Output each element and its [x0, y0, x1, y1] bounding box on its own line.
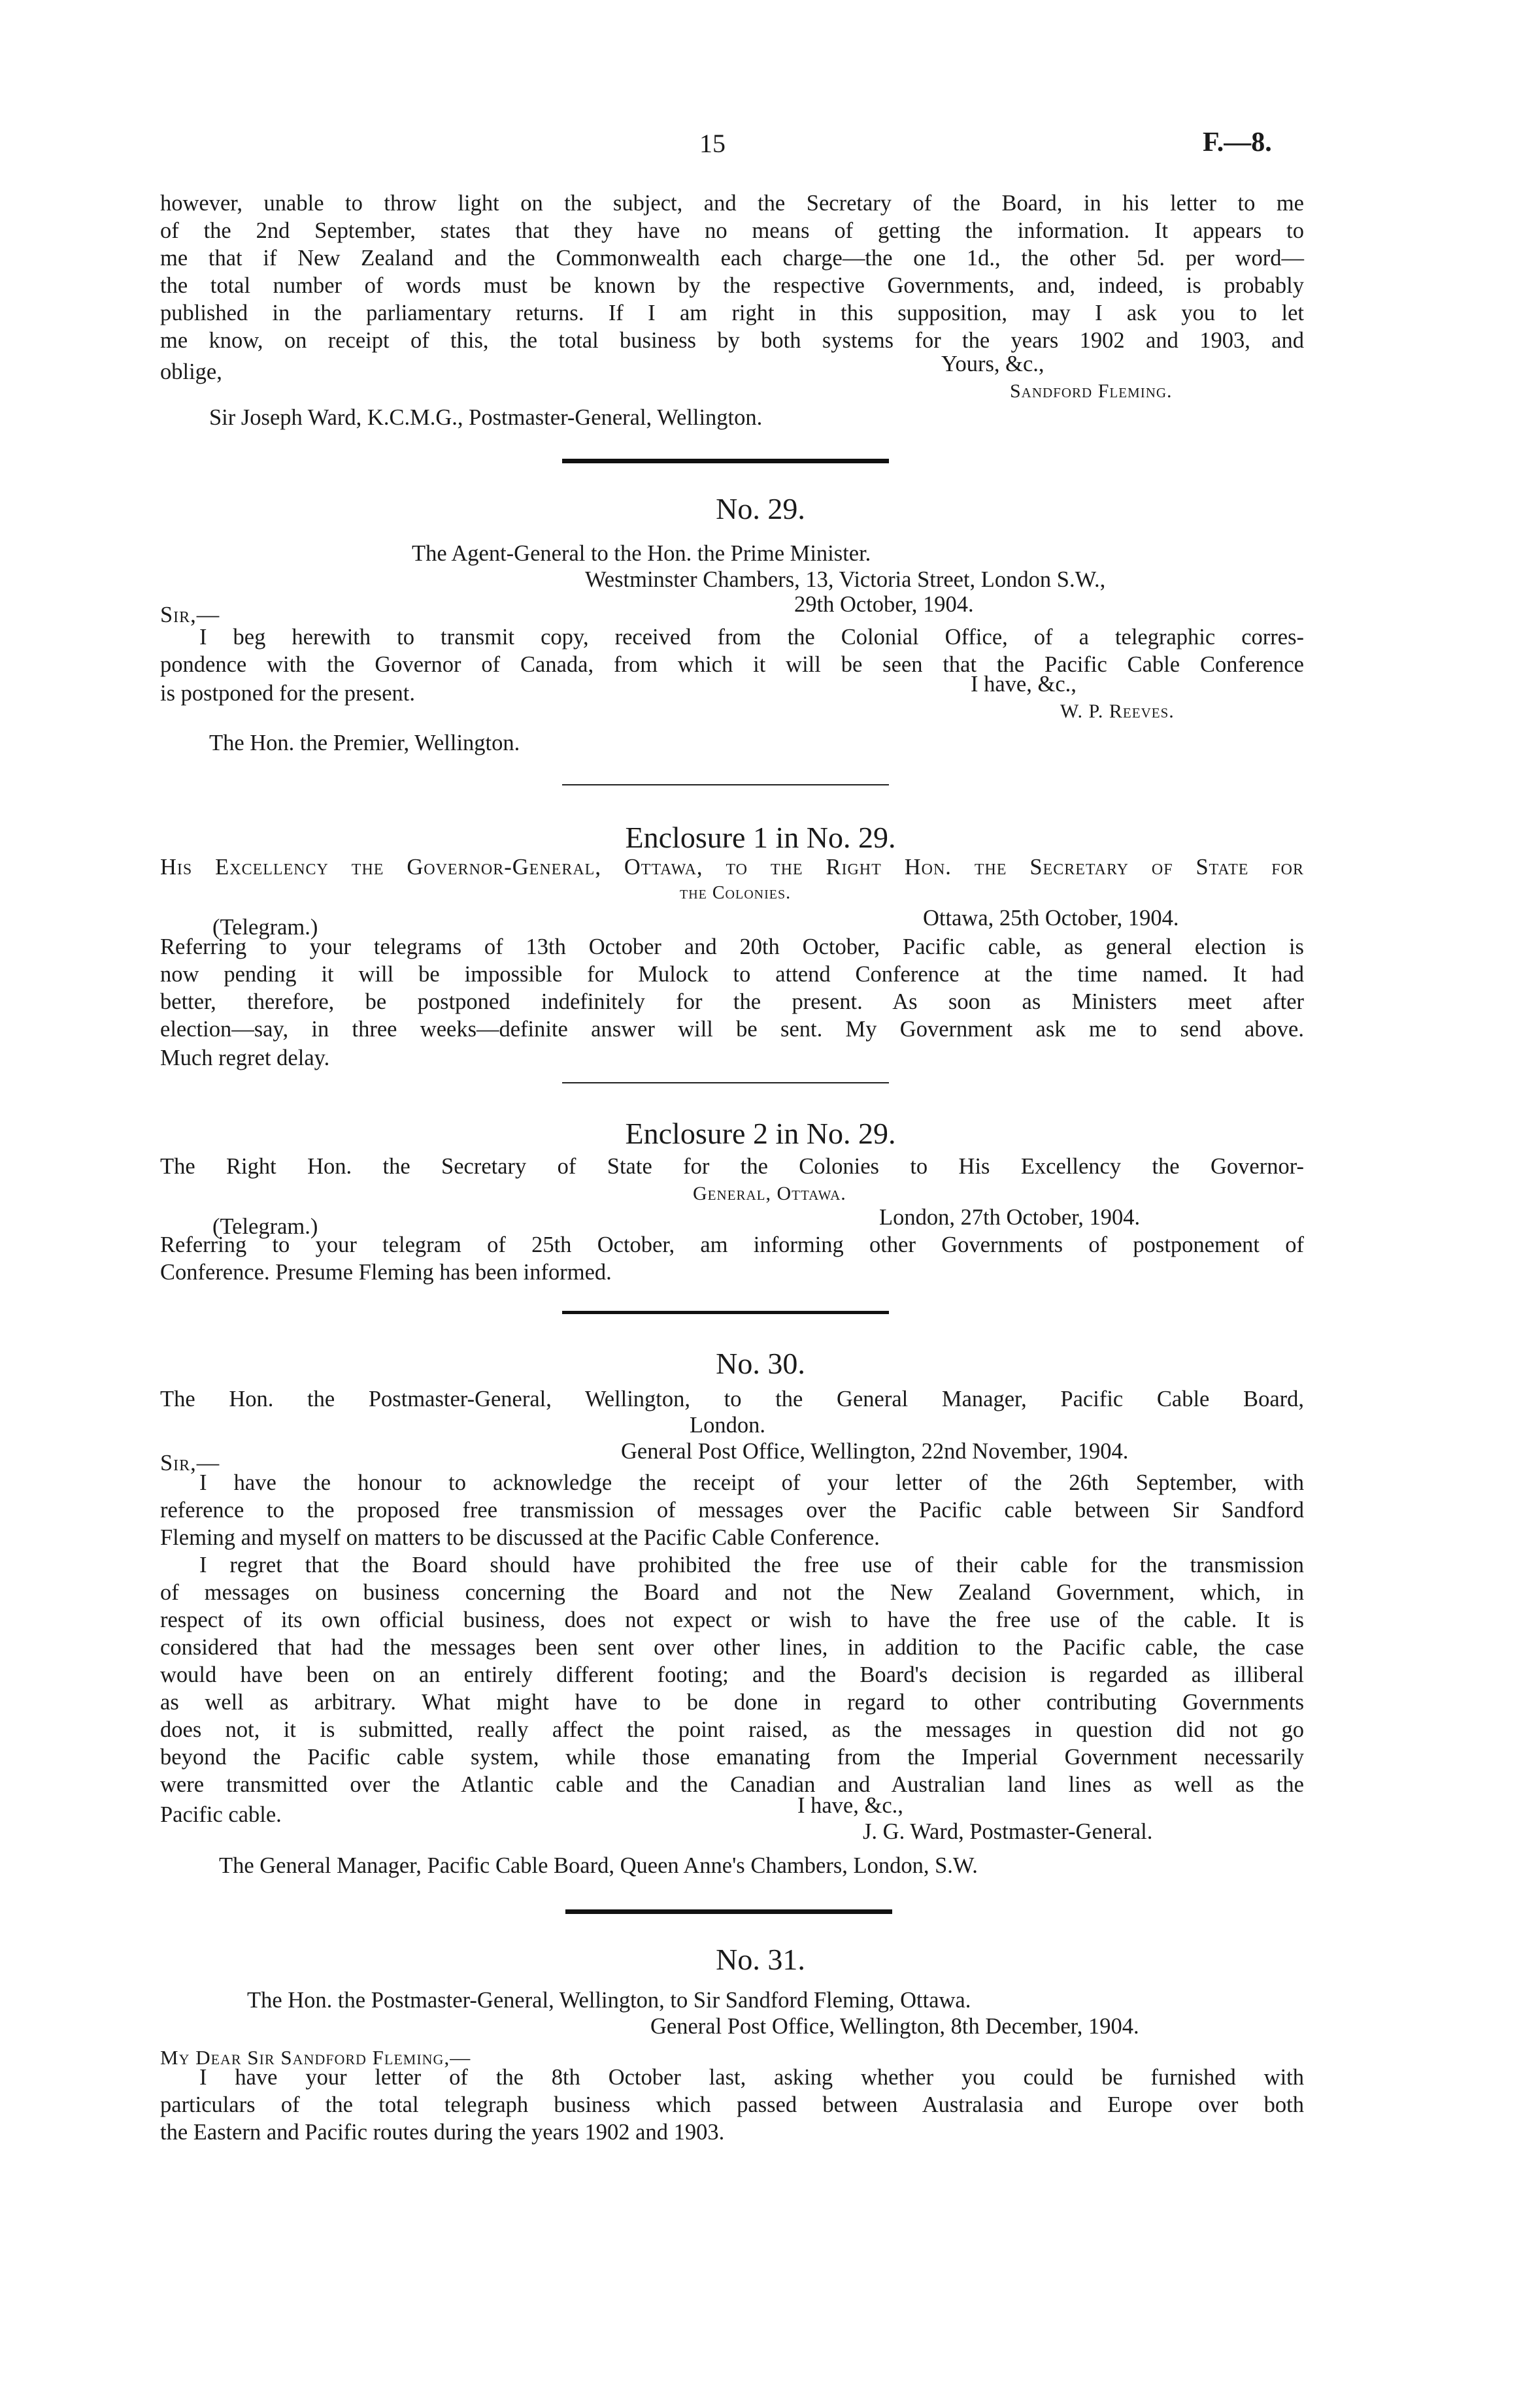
no30-signature: J. G. Ward, Postmaster-General. [863, 1819, 1153, 1844]
enc1-line: now pending it will be impossible for Mulock to attend Conference at the time named. It had [160, 962, 1304, 987]
no29-line: I beg herewith to transmit copy, received from the Colonial Office, of a telegraphic corres- [199, 625, 1304, 650]
no29-paragraph [160, 623, 1304, 678]
no30-salutation: Sir,— [160, 1451, 220, 1476]
no30-line: respect of its own official business, does not expect or wish to have the free use of the cable. It is [160, 1608, 1304, 1632]
no30-line: beyond the Pacific cable system, while those emanating from the Imperial Government necessarily [160, 1745, 1304, 1770]
no30-addressee: The General Manager, Pacific Cable Board, Queen Anne's Chambers, London, S.W. [219, 1853, 978, 1878]
intro-signature: Sandford Fleming. [1010, 380, 1173, 402]
no29-addressee: The Hon. the Premier, Wellington. [209, 731, 520, 755]
no30-address: General Post Office, Wellington, 22nd November, 1904. [621, 1439, 1129, 1464]
enc1-route [160, 853, 1304, 881]
no29-salutation: Sir,— [160, 602, 220, 627]
section-divider [562, 784, 889, 785]
section-divider [562, 459, 889, 463]
no30-line: considered that had the messages been sent over other lines, in addition to the Pacific cable, the case [160, 1635, 1304, 1660]
no31-line: I have your letter of the 8th October last, asking whether you could be furnished with [199, 2065, 1304, 2090]
no30-paragraph-1 [160, 1469, 1304, 1524]
document-reference: F.—8. [1203, 127, 1272, 157]
intro-line: of the 2nd September, states that they have no means of getting the information. It appears to [160, 218, 1304, 243]
no29-signature: W. P. Reeves. [1060, 701, 1175, 722]
no30-para1-last: Fleming and myself on matters to be discussed at the Pacific Cable Conference. [160, 1525, 880, 1550]
intro-line: published in the parliamentary returns. If I am right in this supposition, may I ask you to let [160, 301, 1304, 325]
no29-route: The Agent-General to the Hon. the Prime Minister. [412, 541, 871, 566]
enc1-paragraph [160, 933, 1304, 1043]
no31-address: General Post Office, Wellington, 8th December, 1904. [650, 2014, 1139, 2039]
enc1-route-line2: the Colonies. [680, 883, 792, 903]
enc2-route-line: The Right Hon. the Secretary of State for the Colonies to His Excellency the Governor- [160, 1154, 1304, 1179]
no31-paragraph [160, 2064, 1304, 2119]
enc1-line: better, therefore, be postponed indefinitely for the present. As soon as Ministers meet after [160, 989, 1304, 1014]
enc1-line: Referring to your telegrams of 13th October and 20th October, Pacific cable, as general election is [160, 934, 1304, 959]
enc2-telegram-label: (Telegram.) [212, 1214, 318, 1239]
enc1-place-date: Ottawa, 25th October, 1904. [923, 906, 1179, 931]
intro-line: however, unable to throw light on the subject, and the Secretary of the Board, in his letter to me [160, 191, 1304, 216]
no30-line: were transmitted over the Atlantic cable and the Canadian and Australian land lines as well as the [160, 1772, 1304, 1797]
section-divider [562, 1082, 889, 1083]
section-divider [565, 1909, 892, 1914]
enc1-telegram-label: (Telegram.) [212, 915, 318, 940]
no30-route [160, 1385, 1304, 1413]
no30-closing: I have, &c., [797, 1793, 903, 1818]
enc2-route-line2: General, Ottawa. [693, 1183, 846, 1204]
heading-no-30: No. 30. [716, 1347, 805, 1380]
no31-line: particulars of the total telegraph business which passed between Australasia and Europe over both [160, 2092, 1304, 2117]
intro-paragraph [160, 190, 1304, 354]
no31-route: The Hon. the Postmaster-General, Wellington, to Sir Sandford Fleming, Ottawa. [247, 1988, 971, 2013]
no30-route-line: The Hon. the Postmaster-General, Wellington, to the General Manager, Pacific Cable Board, [160, 1387, 1304, 1411]
enc2-route [160, 1153, 1304, 1180]
no30-line: reference to the proposed free transmission of messages over the Pacific cable between Sir Sandford [160, 1498, 1304, 1523]
enc2-paragraph [160, 1231, 1304, 1259]
no31-last-line: the Eastern and Pacific routes during the years 1902 and 1903. [160, 2120, 725, 2145]
no29-line: pondence with the Governor of Canada, from which it will be seen that the Pacific Cable Conference [160, 652, 1304, 677]
heading-enclosure-2: Enclosure 2 in No. 29. [625, 1117, 896, 1150]
no30-line: I have the honour to acknowledge the receipt of your letter of the 26th September, with [199, 1470, 1304, 1495]
intro-addressee: Sir Joseph Ward, K.C.M.G., Postmaster-General, Wellington. [209, 405, 763, 430]
no29-last-line: is postponed for the present. [160, 681, 415, 706]
enc2-last-line: Conference. Presume Fleming has been informed. [160, 1260, 612, 1285]
intro-line: me that if New Zealand and the Commonwealth each charge—the one 1d., the other 5d. per word— [160, 246, 1304, 271]
section-divider [562, 1311, 889, 1314]
no30-line: does not, it is submitted, really affect the point raised, as the messages in question did not go [160, 1717, 1304, 1742]
no30-para2-last: Pacific cable. [160, 1802, 282, 1827]
no30-line: would have been on an entirely different footing; and the Board's decision is regarded as illiberal [160, 1662, 1304, 1687]
no29-date: 29th October, 1904. [794, 592, 974, 617]
heading-no-31: No. 31. [716, 1943, 805, 1976]
enc1-route-line: His Excellency the Governor-General, Ottawa, to the Right Hon. the Secretary of State for [160, 855, 1304, 880]
intro-line: the total number of words must be known by the respective Governments, and, indeed, is probably [160, 273, 1304, 298]
enc1-line: election—say, in three weeks—definite answer will be sent. My Government ask me to send above. [160, 1017, 1304, 1042]
heading-no-29: No. 29. [716, 492, 805, 525]
enc2-line: Referring to your telegram of 25th October, am informing other Governments of postponement of [160, 1232, 1304, 1257]
no29-address: Westminster Chambers, 13, Victoria Street, London S.W., [585, 567, 1106, 592]
intro-last-line: oblige, [160, 359, 222, 384]
heading-enclosure-1: Enclosure 1 in No. 29. [625, 821, 896, 854]
intro-closing: Yours, &c., [941, 352, 1045, 376]
no31-salutation: My Dear Sir Sandford Fleming,— [160, 2046, 471, 2069]
no30-paragraph-2 [160, 1551, 1304, 1798]
page-number: 15 [699, 129, 726, 158]
no30-line: as well as arbitrary. What might have to be done in regard to other contributing Governments [160, 1690, 1304, 1715]
enc1-last-line: Much regret delay. [160, 1046, 330, 1070]
enc2-place-date: London, 27th October, 1904. [879, 1205, 1141, 1230]
intro-line: me know, on receipt of this, the total business by both systems for the years 1902 and 1903, and [160, 328, 1304, 353]
no30-line: I regret that the Board should have prohibited the free use of their cable for the transmission [199, 1553, 1304, 1577]
no29-closing: I have, &c., [971, 672, 1077, 697]
no30-route-line2: London. [690, 1413, 765, 1438]
no30-line: of messages on business concerning the Board and not the New Zealand Government, which, in [160, 1580, 1304, 1605]
